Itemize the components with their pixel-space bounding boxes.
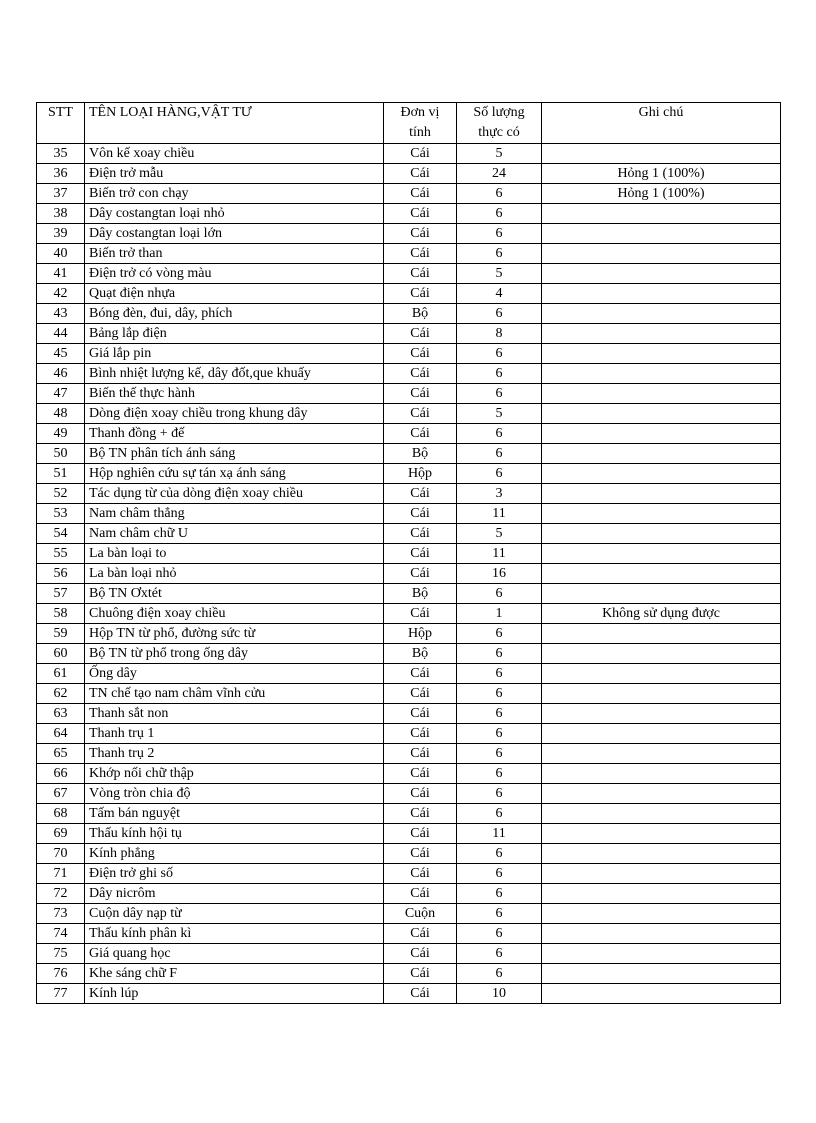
table-row bbox=[37, 204, 781, 224]
header-row bbox=[37, 103, 781, 144]
cell-unit: Hộp bbox=[384, 624, 457, 644]
cell-note bbox=[542, 284, 781, 304]
cell-item-name: Thanh sắt non bbox=[85, 704, 384, 724]
table-row bbox=[37, 384, 781, 404]
cell-stt: 64 bbox=[37, 724, 85, 744]
cell-unit: Cái bbox=[384, 744, 457, 764]
cell-item-name: Dây costangtan loại nhỏ bbox=[85, 204, 384, 224]
table-row bbox=[37, 464, 781, 484]
table-row bbox=[37, 784, 781, 804]
cell-unit: Cái bbox=[384, 504, 457, 524]
cell-item-name: Hộp nghiên cứu sự tán xạ ánh sáng bbox=[85, 464, 384, 484]
cell-quantity: 4 bbox=[457, 284, 542, 304]
cell-note bbox=[542, 984, 781, 1004]
cell-note bbox=[542, 264, 781, 284]
cell-item-name: Vòng tròn chia độ bbox=[85, 784, 384, 804]
cell-note bbox=[542, 824, 781, 844]
cell-item-name: Cuộn dây nạp từ bbox=[85, 904, 384, 924]
cell-stt: 47 bbox=[37, 384, 85, 404]
cell-item-name: Bộ TN từ phổ trong ống dây bbox=[85, 644, 384, 664]
cell-quantity: 6 bbox=[457, 924, 542, 944]
cell-item-name: La bàn loại nhỏ bbox=[85, 564, 384, 584]
cell-quantity: 6 bbox=[457, 184, 542, 204]
table-row bbox=[37, 804, 781, 824]
cell-stt: 59 bbox=[37, 624, 85, 644]
header-unit-line2: tính bbox=[409, 125, 431, 140]
table-row bbox=[37, 964, 781, 984]
table-row bbox=[37, 224, 781, 244]
cell-unit: Cái bbox=[384, 404, 457, 424]
cell-unit: Cái bbox=[384, 384, 457, 404]
cell-stt: 45 bbox=[37, 344, 85, 364]
cell-unit: Cái bbox=[384, 284, 457, 304]
cell-unit: Hộp bbox=[384, 464, 457, 484]
cell-stt: 54 bbox=[37, 524, 85, 544]
cell-stt: 76 bbox=[37, 964, 85, 984]
cell-quantity: 6 bbox=[457, 224, 542, 244]
cell-stt: 43 bbox=[37, 304, 85, 324]
table-row bbox=[37, 244, 781, 264]
cell-unit: Cái bbox=[384, 524, 457, 544]
cell-stt: 50 bbox=[37, 444, 85, 464]
cell-note bbox=[542, 624, 781, 644]
cell-quantity: 6 bbox=[457, 424, 542, 444]
cell-stt: 71 bbox=[37, 864, 85, 884]
table-row bbox=[37, 404, 781, 424]
cell-note bbox=[542, 804, 781, 824]
table-row bbox=[37, 524, 781, 544]
cell-note bbox=[542, 664, 781, 684]
table-row bbox=[37, 884, 781, 904]
cell-item-name: Khớp nối chữ thập bbox=[85, 764, 384, 784]
cell-unit: Cái bbox=[384, 844, 457, 864]
table-row bbox=[37, 504, 781, 524]
cell-unit: Bộ bbox=[384, 584, 457, 604]
cell-quantity: 1 bbox=[457, 604, 542, 624]
cell-stt: 49 bbox=[37, 424, 85, 444]
table-row bbox=[37, 324, 781, 344]
cell-quantity: 6 bbox=[457, 244, 542, 264]
cell-stt: 46 bbox=[37, 364, 85, 384]
cell-unit: Bộ bbox=[384, 304, 457, 324]
cell-item-name: Thanh trụ 1 bbox=[85, 724, 384, 744]
cell-quantity: 6 bbox=[457, 964, 542, 984]
cell-note bbox=[542, 784, 781, 804]
cell-stt: 48 bbox=[37, 404, 85, 424]
cell-stt: 51 bbox=[37, 464, 85, 484]
table-row bbox=[37, 744, 781, 764]
cell-unit: Cái bbox=[384, 164, 457, 184]
cell-unit: Cái bbox=[384, 964, 457, 984]
cell-note bbox=[542, 764, 781, 784]
cell-stt: 42 bbox=[37, 284, 85, 304]
cell-note bbox=[542, 564, 781, 584]
cell-stt: 74 bbox=[37, 924, 85, 944]
cell-item-name: Giá quang học bbox=[85, 944, 384, 964]
header-unit-line1: Đơn vị bbox=[400, 105, 440, 120]
cell-quantity: 16 bbox=[457, 564, 542, 584]
table-row bbox=[37, 644, 781, 664]
cell-item-name: Nam châm chữ U bbox=[85, 524, 384, 544]
cell-quantity: 6 bbox=[457, 804, 542, 824]
cell-unit: Cái bbox=[384, 804, 457, 824]
cell-stt: 41 bbox=[37, 264, 85, 284]
cell-note bbox=[542, 884, 781, 904]
cell-quantity: 6 bbox=[457, 444, 542, 464]
cell-stt: 75 bbox=[37, 944, 85, 964]
cell-unit: Cái bbox=[384, 184, 457, 204]
table-row bbox=[37, 144, 781, 164]
cell-quantity: 6 bbox=[457, 704, 542, 724]
cell-unit: Cái bbox=[384, 864, 457, 884]
cell-unit: Bộ bbox=[384, 644, 457, 664]
cell-note bbox=[542, 144, 781, 164]
header-qty-line2: thực có bbox=[478, 125, 520, 140]
table-row bbox=[37, 304, 781, 324]
cell-item-name: Giá lắp pin bbox=[85, 344, 384, 364]
cell-stt: 62 bbox=[37, 684, 85, 704]
cell-unit: Cái bbox=[384, 364, 457, 384]
cell-note bbox=[542, 904, 781, 924]
cell-item-name: Dòng điện xoay chiều trong khung dây bbox=[85, 404, 384, 424]
cell-unit: Cái bbox=[384, 884, 457, 904]
cell-quantity: 6 bbox=[457, 464, 542, 484]
cell-note bbox=[542, 524, 781, 544]
cell-quantity: 8 bbox=[457, 324, 542, 344]
cell-item-name: Kính phẳng bbox=[85, 844, 384, 864]
cell-quantity: 6 bbox=[457, 384, 542, 404]
cell-item-name: Thấu kính phân kì bbox=[85, 924, 384, 944]
cell-unit: Cái bbox=[384, 724, 457, 744]
cell-item-name: Thanh trụ 2 bbox=[85, 744, 384, 764]
cell-note: Hỏng 1 (100%) bbox=[542, 164, 781, 184]
table-row bbox=[37, 344, 781, 364]
cell-item-name: Điện trở ghi số bbox=[85, 864, 384, 884]
cell-quantity: 6 bbox=[457, 944, 542, 964]
cell-stt: 77 bbox=[37, 984, 85, 1004]
table-row bbox=[37, 604, 781, 624]
table-row bbox=[37, 664, 781, 684]
table-row bbox=[37, 844, 781, 864]
cell-stt: 39 bbox=[37, 224, 85, 244]
cell-quantity: 6 bbox=[457, 844, 542, 864]
table-row bbox=[37, 704, 781, 724]
cell-note bbox=[542, 844, 781, 864]
cell-quantity: 6 bbox=[457, 204, 542, 224]
cell-quantity: 11 bbox=[457, 504, 542, 524]
cell-stt: 38 bbox=[37, 204, 85, 224]
cell-note bbox=[542, 344, 781, 364]
cell-note bbox=[542, 944, 781, 964]
cell-unit: Cái bbox=[384, 324, 457, 344]
cell-unit: Cái bbox=[384, 664, 457, 684]
cell-unit: Cái bbox=[384, 984, 457, 1004]
cell-item-name: Chuông điện xoay chiều bbox=[85, 604, 384, 624]
cell-unit: Cái bbox=[384, 604, 457, 624]
cell-item-name: Biến thế thực hành bbox=[85, 384, 384, 404]
cell-quantity: 6 bbox=[457, 364, 542, 384]
cell-note bbox=[542, 864, 781, 884]
header-note: Ghi chú bbox=[542, 103, 781, 144]
table-row bbox=[37, 824, 781, 844]
cell-stt: 58 bbox=[37, 604, 85, 624]
cell-unit: Cái bbox=[384, 244, 457, 264]
cell-note bbox=[542, 364, 781, 384]
cell-note: Hỏng 1 (100%) bbox=[542, 184, 781, 204]
cell-quantity: 5 bbox=[457, 404, 542, 424]
cell-item-name: Vôn kế xoay chiều bbox=[85, 144, 384, 164]
cell-quantity: 6 bbox=[457, 724, 542, 744]
table-row bbox=[37, 764, 781, 784]
cell-quantity: 6 bbox=[457, 764, 542, 784]
cell-unit: Cái bbox=[384, 264, 457, 284]
header-name: TÊN LOẠI HÀNG,VẬT TƯ bbox=[85, 103, 384, 144]
table-row bbox=[37, 184, 781, 204]
table-row bbox=[37, 544, 781, 564]
cell-note bbox=[542, 384, 781, 404]
cell-item-name: Hộp TN từ phổ, đường sức từ bbox=[85, 624, 384, 644]
table-row bbox=[37, 284, 781, 304]
cell-unit: Cái bbox=[384, 484, 457, 504]
cell-stt: 37 bbox=[37, 184, 85, 204]
table-row bbox=[37, 944, 781, 964]
cell-quantity: 3 bbox=[457, 484, 542, 504]
cell-quantity: 6 bbox=[457, 884, 542, 904]
cell-quantity: 6 bbox=[457, 304, 542, 324]
cell-note bbox=[542, 644, 781, 664]
cell-quantity: 11 bbox=[457, 824, 542, 844]
cell-quantity: 6 bbox=[457, 744, 542, 764]
cell-unit: Cái bbox=[384, 564, 457, 584]
cell-note bbox=[542, 464, 781, 484]
cell-stt: 57 bbox=[37, 584, 85, 604]
cell-quantity: 6 bbox=[457, 624, 542, 644]
cell-note bbox=[542, 544, 781, 564]
cell-note: Không sử dụng được bbox=[542, 604, 781, 624]
cell-item-name: Thấu kính hội tụ bbox=[85, 824, 384, 844]
cell-note bbox=[542, 304, 781, 324]
cell-unit: Cái bbox=[384, 784, 457, 804]
table-row bbox=[37, 264, 781, 284]
cell-note bbox=[542, 404, 781, 424]
cell-unit: Cái bbox=[384, 944, 457, 964]
cell-unit: Cái bbox=[384, 684, 457, 704]
cell-item-name: Bảng lắp điện bbox=[85, 324, 384, 344]
cell-quantity: 6 bbox=[457, 904, 542, 924]
cell-stt: 40 bbox=[37, 244, 85, 264]
cell-note bbox=[542, 704, 781, 724]
cell-unit: Cái bbox=[384, 824, 457, 844]
cell-unit: Cái bbox=[384, 704, 457, 724]
cell-stt: 70 bbox=[37, 844, 85, 864]
table-row bbox=[37, 424, 781, 444]
cell-item-name: Dây nicrôm bbox=[85, 884, 384, 904]
cell-unit: Cái bbox=[384, 424, 457, 444]
cell-unit: Bộ bbox=[384, 444, 457, 464]
cell-unit: Cái bbox=[384, 224, 457, 244]
cell-stt: 44 bbox=[37, 324, 85, 344]
cell-stt: 60 bbox=[37, 644, 85, 664]
cell-stt: 61 bbox=[37, 664, 85, 684]
cell-unit: Cuộn bbox=[384, 904, 457, 924]
cell-unit: Cái bbox=[384, 924, 457, 944]
cell-item-name: Tác dụng từ của dòng điện xoay chiều bbox=[85, 484, 384, 504]
table-row bbox=[37, 984, 781, 1004]
header-stt: STT bbox=[37, 103, 85, 144]
table-row bbox=[37, 864, 781, 884]
cell-stt: 55 bbox=[37, 544, 85, 564]
cell-note bbox=[542, 224, 781, 244]
cell-note bbox=[542, 204, 781, 224]
cell-stt: 53 bbox=[37, 504, 85, 524]
cell-note bbox=[542, 244, 781, 264]
cell-note bbox=[542, 444, 781, 464]
cell-note bbox=[542, 324, 781, 344]
cell-stt: 69 bbox=[37, 824, 85, 844]
cell-note bbox=[542, 684, 781, 704]
cell-item-name: Kính lúp bbox=[85, 984, 384, 1004]
cell-stt: 56 bbox=[37, 564, 85, 584]
cell-item-name: Thanh đồng + đế bbox=[85, 424, 384, 444]
cell-stt: 68 bbox=[37, 804, 85, 824]
cell-quantity: 6 bbox=[457, 864, 542, 884]
cell-stt: 52 bbox=[37, 484, 85, 504]
table-row bbox=[37, 484, 781, 504]
cell-item-name: Dây costangtan loại lớn bbox=[85, 224, 384, 244]
cell-note bbox=[542, 584, 781, 604]
cell-unit: Cái bbox=[384, 204, 457, 224]
cell-note bbox=[542, 424, 781, 444]
cell-stt: 63 bbox=[37, 704, 85, 724]
cell-item-name: Nam châm thẳng bbox=[85, 504, 384, 524]
cell-item-name: Quạt điện nhựa bbox=[85, 284, 384, 304]
cell-stt: 36 bbox=[37, 164, 85, 184]
cell-quantity: 10 bbox=[457, 984, 542, 1004]
cell-stt: 66 bbox=[37, 764, 85, 784]
table-row bbox=[37, 904, 781, 924]
table-row bbox=[37, 684, 781, 704]
cell-note bbox=[542, 924, 781, 944]
cell-stt: 72 bbox=[37, 884, 85, 904]
cell-quantity: 6 bbox=[457, 684, 542, 704]
cell-unit: Cái bbox=[384, 144, 457, 164]
table-row bbox=[37, 624, 781, 644]
table-row bbox=[37, 724, 781, 744]
cell-unit: Cái bbox=[384, 764, 457, 784]
cell-item-name: La bàn loại to bbox=[85, 544, 384, 564]
cell-note bbox=[542, 724, 781, 744]
cell-stt: 67 bbox=[37, 784, 85, 804]
cell-unit: Cái bbox=[384, 544, 457, 564]
cell-item-name: Biến trở con chạy bbox=[85, 184, 384, 204]
header-qty bbox=[457, 103, 542, 144]
cell-quantity: 5 bbox=[457, 524, 542, 544]
cell-item-name: Bộ TN Ơxtét bbox=[85, 584, 384, 604]
header-unit bbox=[384, 103, 457, 144]
cell-quantity: 24 bbox=[457, 164, 542, 184]
cell-note bbox=[542, 744, 781, 764]
table-row bbox=[37, 564, 781, 584]
cell-item-name: Bình nhiệt lượng kế, dây đốt,que khuấy bbox=[85, 364, 384, 384]
cell-quantity: 6 bbox=[457, 784, 542, 804]
cell-stt: 65 bbox=[37, 744, 85, 764]
cell-item-name: Điện trở có vòng màu bbox=[85, 264, 384, 284]
cell-quantity: 6 bbox=[457, 344, 542, 364]
cell-quantity: 6 bbox=[457, 644, 542, 664]
table-row bbox=[37, 584, 781, 604]
table-row bbox=[37, 364, 781, 384]
header-qty-line1: Số lượng bbox=[473, 105, 525, 120]
cell-item-name: Biến trở than bbox=[85, 244, 384, 264]
cell-item-name: Tấm bán nguyệt bbox=[85, 804, 384, 824]
cell-quantity: 5 bbox=[457, 144, 542, 164]
cell-quantity: 11 bbox=[457, 544, 542, 564]
cell-item-name: Bộ TN phân tích ánh sáng bbox=[85, 444, 384, 464]
table-row bbox=[37, 444, 781, 464]
cell-item-name: Bóng đèn, đui, dây, phích bbox=[85, 304, 384, 324]
cell-item-name: Khe sáng chữ F bbox=[85, 964, 384, 984]
cell-note bbox=[542, 964, 781, 984]
cell-note bbox=[542, 484, 781, 504]
cell-item-name: Điện trở mẫu bbox=[85, 164, 384, 184]
cell-quantity: 6 bbox=[457, 584, 542, 604]
cell-stt: 73 bbox=[37, 904, 85, 924]
cell-item-name: TN chế tạo nam châm vĩnh cửu bbox=[85, 684, 384, 704]
table-row bbox=[37, 164, 781, 184]
table-body bbox=[37, 144, 781, 1004]
cell-item-name: Ống dây bbox=[85, 664, 384, 684]
table-row bbox=[37, 924, 781, 944]
cell-stt: 35 bbox=[37, 144, 85, 164]
cell-unit: Cái bbox=[384, 344, 457, 364]
cell-quantity: 5 bbox=[457, 264, 542, 284]
cell-quantity: 6 bbox=[457, 664, 542, 684]
cell-note bbox=[542, 504, 781, 524]
inventory-table bbox=[36, 102, 781, 1004]
